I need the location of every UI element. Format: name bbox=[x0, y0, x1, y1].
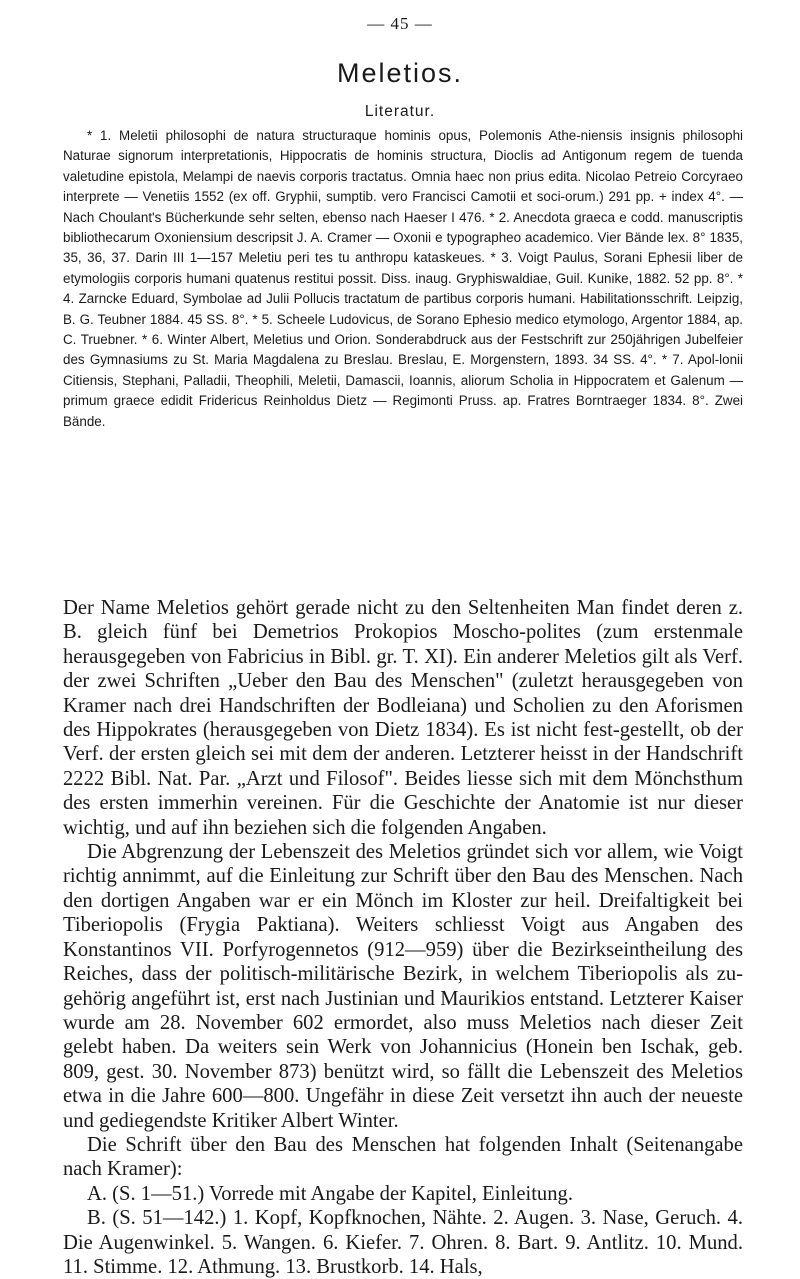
body-text bbox=[63, 596, 743, 1279]
body-paragraph: Die Schrift über den Bau des Menschen hat folgenden Inhalt (Seitenangabe nach Kramer): bbox=[63, 1133, 743, 1181]
literature-heading: Literatur. bbox=[364, 103, 436, 120]
literature-block bbox=[63, 126, 743, 432]
body-paragraph: B. (S. 51—142.) 1. Kopf, Kopfknochen, Nähte. 2. Augen. 3. Nase, Geruch. 4. Die Augenwinkel. 5. Wangen. 6. Kiefer. 7. Ohren. 8. Bart. 9. Antlitz. 10. Mund. 11. Stimme. 12. Athmung. 13. Brustkorb. 14. Hals, bbox=[63, 1207, 743, 1278]
body-paragraph: Die Abgrenzung der Lebenszeit des Meletios gründet sich vor allem, wie Voigt richtig annimmt, auf die Einleitung zur Schrift über den Bau des Menschen. Nach den dortigen Angaben war er ein Mönch im Kloster zur heil. Dreifaltigkeit bei Tiberiopolis (Frygia Paktiana). Weiters schliesst Voigt aus Angaben des Konstantinos VII. Porfyrogennetos (912—959) über die Bezirkseintheilung des Reiches, dass der politisch-militärische Bezirk, in welchem Tiberiopolis als zu-gehörig angeführt ist, erst nach Justinian und Maurikios entstand. Letzterer Kaiser wurde am 28. November 602 ermordet, also muss Meletios nach dieser Zeit gelebt haben. Da weiters sein Werk von Johannicius (Honein ben Ischak, geb. 809, gest. 30. November 873) benützt wird, so fällt die Lebenszeit des Meletios etwa in die Jahre 600—800. Ungefähr in diese Zeit versetzt ihn auch der neueste und gediegendste Kritiker Albert Winter. bbox=[63, 841, 743, 1132]
literature-paragraph: * 1. Meletii philosophi de natura structuraque hominis opus, Polemonis Athe-niensis insignis philosophi Naturae signorum interpretationis, Hippocratis de hominis structura, Dioclis ad Antigonum regem de tuenda valetudine epistola, Melampi de naevis corporis tractatus. Omnia haec non prius edita. Nicolao Petreio Corcyraeo interprete — Venetiis 1552 (ex off. Gryphii, sumptib. vero Francisci Camotii et soci-orum.) 291 pp. + index 4°. — Nach Choulant's Bücherkunde sehr selten, ebenso nach Haeser I 476. * 2. Anecdota graeca e codd. manuscriptis bibliothecarum Oxoniensium descripsit J. A. Cramer — Oxonii e typographeo academico. Vier Bände lex. 8° 1835, 35, 36, 37. Darin III 1—157 Meletiu peri tes tu anthropu kataskeues. * 3. Voigt Paulus, Sorani Ephesii liber de etymologiis corporis humani quatenus restitui possit. Diss. inaug. Gryphiswaldiae, Guil. Kunike, 1882. 52 pp. 8°. * 4. Zarncke Eduard, Symbolae ad Julii Pollucis tractatum de partibus corporis humani. Habilitationsschrift. Leipzig, B. G. Teubner 1884. 45 SS. 8°. * 5. Scheele Ludovicus, de Sorano Ephesio medico etymologo, Argentor 1884, ap. C. Truebner. * 6. Winter Albert, Meletius und Orion. Sonderabdruck aus der Festschrift zur 250jährigen Jubelfeier des Gymnasiums zu St. Maria Magdalena zu Breslau. Breslau, E. Morgenstern, 1893. 34 SS. 4°. * 7. Apol-lonii Citiensis, Stephani, Palladii, Theophili, Meletii, Damascii, Ioannis, aliorum Scholia in Hippocratem et Galenum — primum graece edidit Fridericus Reinholdus Dietz — Regimonti Pruss. ap. Fratres Borntraeger 1834. 8°. Zwei Bände. bbox=[63, 128, 743, 429]
page-number: — 45 — bbox=[367, 14, 433, 33]
section-title: Meletios. bbox=[336, 58, 464, 88]
body-paragraph: Der Name Meletios gehört gerade nicht zu den Seltenheiten Man findet deren z. B. gleich fünf bei Demetrios Prokopios Moscho-polites (zum erstenmale herausgegeben von Fabricius in Bibl. gr. T. XI). Ein anderer Meletios gilt als Verf. der zwei Schriften „Ueber den Bau des Menschen" (zuletzt herausgegeben von Kramer nach drei Handschriften der Bodleiana) und Scholien zu den Aforismen des Hippokrates (herausgegeben von Dietz 1834). Es ist nicht fest-gestellt, ob der Verf. der ersten gleich sei mit dem der anderen. Letzterer heisst in der Handschrift 2222 Bibl. Nat. Par. „Arzt und Filosof". Beides liesse sich mit dem Mönchsthum des ersten immerhin vereinen. Für die Geschichte der Anatomie ist nur dieser wichtig, und auf ihn beziehen sich die folgenden Angaben. bbox=[63, 597, 743, 839]
body-paragraph: A. (S. 1—51.) Vorrede mit Angabe der Kapitel, Einleitung. bbox=[87, 1182, 573, 1205]
